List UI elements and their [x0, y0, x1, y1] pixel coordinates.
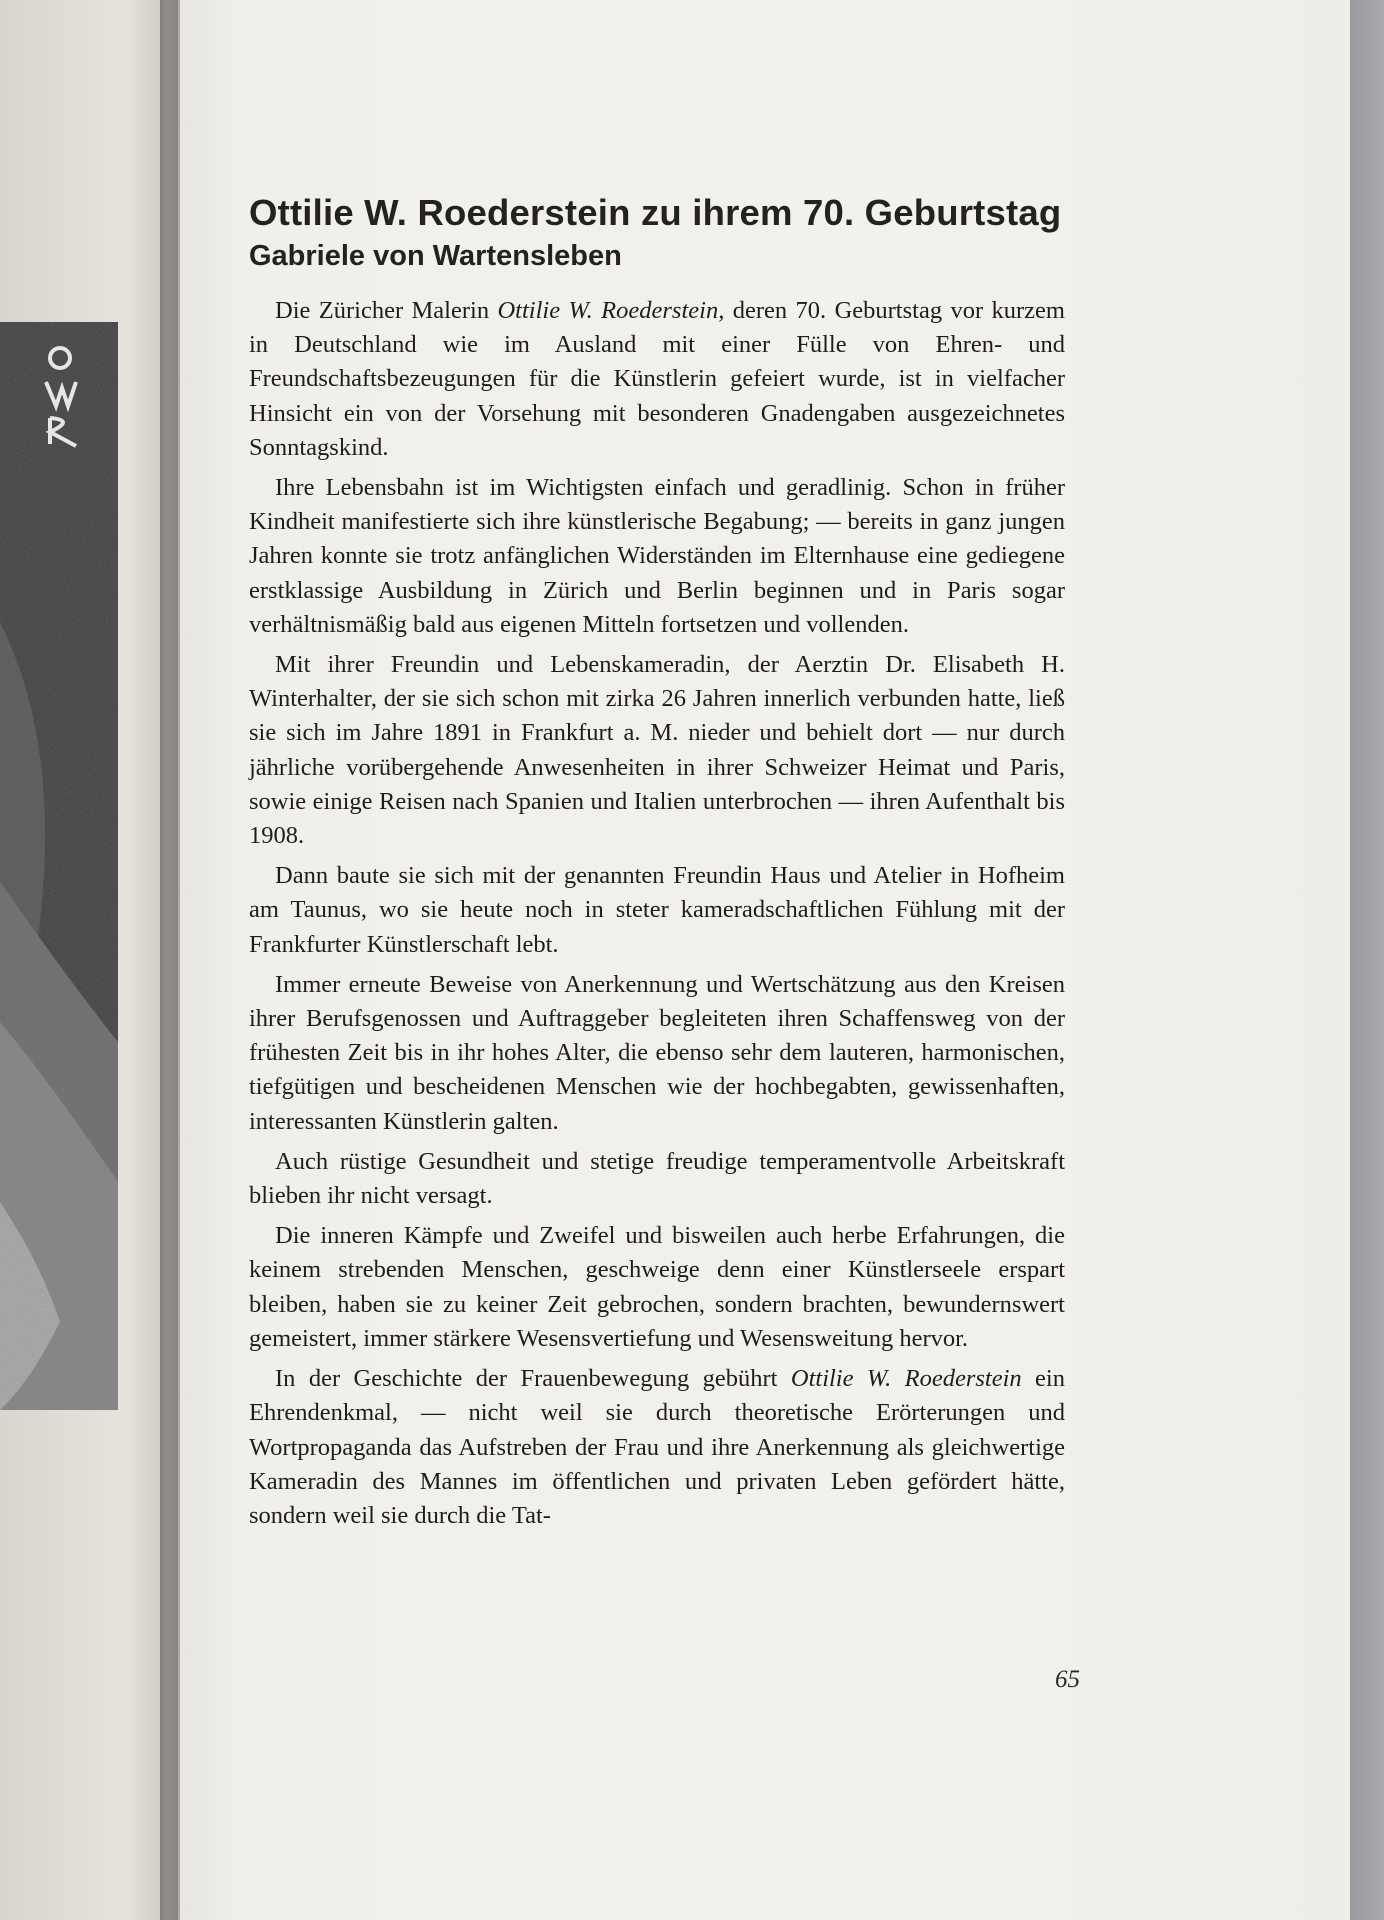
- paragraph: Immer erneute Beweise von Anerkennung und Wertschätzung aus den Kreisen ihrer Berufsgenossen und Auftraggeber begleiteten ihren Schaffensweg von der frühesten Zeit bis in ihr hohes Alter, die ebenso sehr dem lauteren, harmonischen, tiefgütigen und bescheidenen Menschen wie der hochbegabten, gewissenhaften, interessanten Künstlerin galten.: [249, 970, 1065, 1135]
- paragraph: Mit ihrer Freundin und Lebenskameradin, der Aerztin Dr. Elisabeth H. Winterhalter, der sie sich schon mit zirka 26 Jahren innerlich verbunden hatte, ließ sie sich im Jahre 1891 in Frankfurt a. M. nieder und behielt dort — nur durch jährliche vorübergehende Anwesenheiten in ihrer Schweizer Heimat und Paris, sowie einige Reisen nach Spanien und Italien unterbrochen — ihren Aufenthalt bis 1908.: [249, 651, 1065, 850]
- paragraph: Die inneren Kämpfe und Zweifel und bisweilen auch herbe Erfahrungen, die keinem strebenden Menschen, geschweige denn einer Künstlerseele erspart bleiben, haben sie zu keiner Zeit gebrochen, sondern brachten, bewundernswert gemeistert, immer stärkere Wesensvertiefung und Wesensweitung hervor.: [249, 1222, 1065, 1352]
- article-author: Gabriele von Wartensleben: [249, 240, 622, 272]
- paragraph: Ihre Lebensbahn ist im Wichtigsten einfach und geradlinig. Schon in früher Kindheit manifestierte sich ihre künstlerische Begabung; — bereits in ganz jungen Jahren konnte sie trotz anfänglichen Widerständen im Elternhause eine gediegene erstklassige Ausbildung in Zürich und Berlin beginnen und in Paris sogar verhältnismäßig bald aus eigenen Mitteln fortsetzen und vollenden.: [249, 474, 1065, 638]
- paragraph: Auch rüstige Gesundheit und stetige freudige temperamentvolle Arbeitskraft blieben ihr nicht versagt.: [249, 1147, 1065, 1210]
- page-number: 65: [1055, 1666, 1080, 1693]
- portrait-photo-graphic: [0, 322, 118, 1410]
- left-page: [0, 0, 178, 1920]
- paragraph: Die Züricher Malerin Ottilie W. Roederstein, deren 70. Geburtstag vor kurzem in Deutschland wie im Ausland mit einer Fülle von Ehren- und Freundschaftsbezeugungen für die Künstlerin gefeiert wurde, ist in vielfacher Hinsicht ein von der Vorsehung mit besonderen Gnadengaben ausgezeichnetes Sonntagskind.: [249, 297, 1065, 461]
- paragraph: In der Geschichte der Frauenbewegung gebührt Ottilie W. Roederstein ein Ehrendenkmal, — nicht weil sie durch theoretische Erörterungen und Wortpropaganda das Aufstreben der Frau und ihre Anerkennung als gleichwertige Kameradin des Mannes im öffentlichen und privaten Leben gefördert hätte, sondern weil sie durch die Tat-: [249, 1365, 1065, 1529]
- portrait-photo: [0, 322, 118, 1410]
- page-edge: [1350, 0, 1384, 1920]
- paragraph: Dann baute sie sich mit der genannten Freundin Haus und Atelier in Hofheim am Taunus, wo sie heute noch in steter kameradschaftlichen Fühlung mit der Frankfurter Künstlerschaft lebt.: [249, 862, 1065, 958]
- article: [249, 190, 1065, 1539]
- article-title: Ottilie W. Roederstein zu ihrem 70. Geburtstag: [249, 192, 1062, 233]
